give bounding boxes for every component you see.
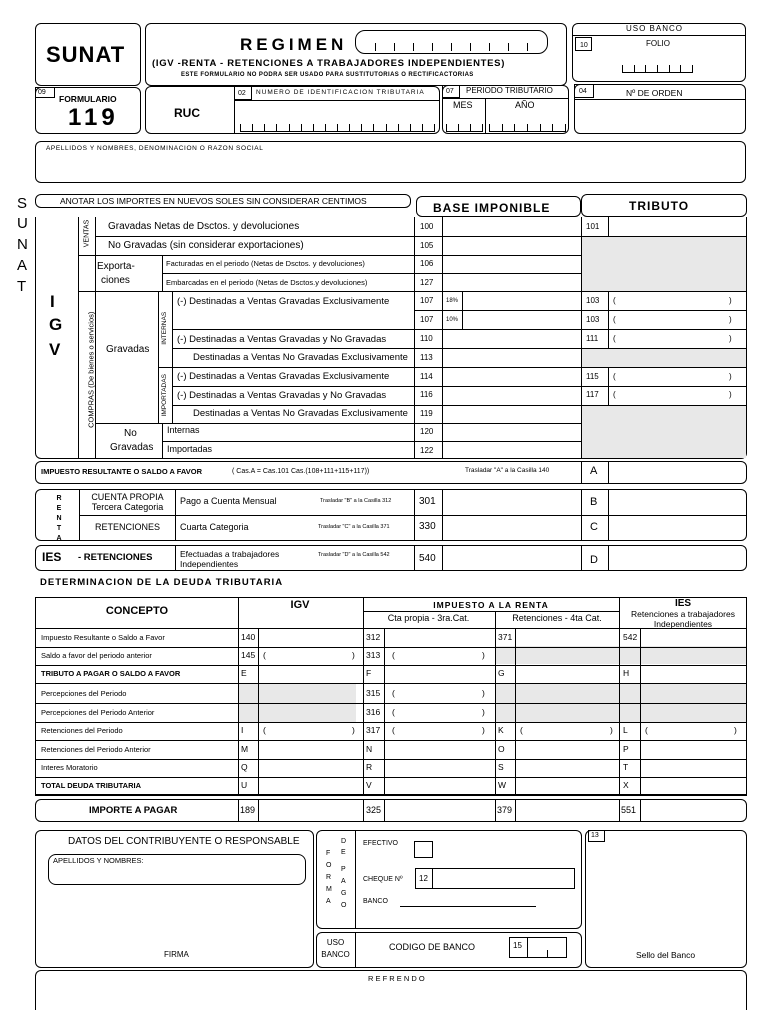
casilla-100: 100 — [420, 222, 434, 231]
forma-o: O — [326, 862, 332, 869]
cas-formula: ( Cas.A = Cas.101 Cas.(108+111+115+117)) — [232, 468, 370, 475]
tick-mark — [386, 124, 387, 132]
deuda-title: DETERMINACION DE LA DEUDA TRIBUTARIA — [40, 577, 284, 588]
efectivo-label: EFECTIVO — [363, 840, 399, 847]
ies-retenciones-label: - RETENCIONES — [78, 552, 153, 563]
ret-trab-header-1: Retenciones a trabajadores — [631, 609, 735, 619]
dest4-label: (-) Destinadas a Ventas Gravadas Exclusivamente — [177, 371, 390, 382]
paren-open: ( — [613, 334, 616, 343]
tick-mark — [489, 43, 490, 51]
paren-close: ) — [352, 650, 355, 660]
rate-10: 10% — [446, 317, 459, 323]
casilla-110: 110 — [420, 334, 433, 343]
deuda-casilla-c1: I — [241, 725, 244, 735]
cuenta-propia-label: CUENTA PROPIA — [91, 492, 164, 502]
deuda-row-label: Percepciones del Periodo Anterior — [41, 708, 155, 717]
pago-o: O — [341, 902, 347, 909]
casilla-10: 10 — [580, 42, 588, 49]
cheque-field[interactable] — [415, 868, 575, 889]
regimen-title: REGIMEN — [240, 35, 348, 54]
tick-mark — [432, 43, 433, 51]
casilla-b: B — [590, 496, 598, 508]
side-letter-n: N — [17, 236, 28, 253]
tick-mark — [325, 124, 326, 132]
tick-mark — [645, 65, 646, 73]
tick-mark — [349, 124, 350, 132]
paren-close: ) — [482, 725, 485, 735]
concepto-header: CONCEPTO — [105, 605, 169, 617]
casilla-115: 115 — [586, 372, 599, 381]
deuda-casilla-c2: N — [366, 744, 373, 754]
internas-label: INTERNAS — [160, 311, 168, 345]
impuesto-renta-header: IMPUESTO A LA RENTA — [433, 600, 549, 610]
tick-mark — [413, 43, 414, 51]
cheque-label: CHEQUE Nº — [363, 876, 403, 883]
deuda-casilla-c1: U — [241, 780, 248, 790]
casilla-107-10: 107 — [420, 315, 434, 324]
casilla-551: 551 — [621, 805, 637, 815]
gravadas-netas-label: Gravadas Netas de Dsctos. y devoluciones — [108, 221, 300, 232]
tick-mark — [482, 124, 483, 132]
compras-gravadas-label: Gravadas — [106, 344, 150, 355]
tick-mark — [289, 124, 290, 132]
casilla-07: 07 — [446, 88, 454, 95]
apellidos-label: APELLIDOS Y NOMBRES: — [53, 856, 144, 865]
tick-mark — [669, 65, 670, 73]
deuda-casilla-c1: 145 — [241, 650, 256, 660]
casilla-09: 09 — [38, 89, 46, 96]
tick-mark — [313, 124, 314, 132]
facturadas-label: Facturadas en el periodo (Netas de Dsctos. y devoluciones) — [166, 259, 365, 268]
casilla-379: 379 — [497, 805, 513, 815]
igv-letter-i: I — [50, 292, 55, 311]
deuda-casilla-c2: 312 — [366, 632, 381, 642]
tick-mark — [276, 124, 277, 132]
casilla-330: 330 — [419, 521, 436, 532]
deuda-casilla-c2: 317 — [366, 725, 381, 735]
pago-g: G — [341, 890, 347, 897]
tick-mark — [410, 124, 411, 132]
numero-id-label: NUMERO DE IDENTIFICACION TRIBUTARIA — [256, 89, 425, 96]
casilla-325: 325 — [366, 805, 382, 815]
casilla-114: 114 — [420, 372, 433, 381]
deuda-casilla-c1: M — [241, 744, 249, 754]
paren-open: ( — [392, 725, 395, 735]
anio-label: AÑO — [515, 100, 535, 110]
deuda-row-label: Saldo a favor del periodo anterior — [41, 651, 152, 660]
trasladar-b: Trasladar "B" a la Casilla 312 — [320, 498, 392, 504]
paren-open: ( — [392, 650, 395, 660]
casilla-a: A — [590, 465, 598, 477]
casilla-107-18: 107 — [420, 296, 434, 305]
no-label: No — [124, 428, 137, 439]
firma-label: FIRMA — [164, 950, 189, 959]
tick-mark — [361, 124, 362, 132]
deuda-casilla-c4: H — [623, 668, 630, 678]
de-e: E — [341, 849, 346, 856]
regimen-subtitle: (IGV -RENTA - RETENCIONES A TRABAJADORES INDEPENDIENTES) — [152, 58, 506, 69]
paren-close: ) — [352, 725, 355, 735]
deuda-casilla-c3: W — [498, 780, 507, 790]
deuda-casilla-c4: X — [623, 780, 629, 790]
tick-mark — [337, 124, 338, 132]
casilla-301: 301 — [419, 496, 436, 507]
tick-mark — [375, 43, 376, 51]
cta-propia-header: Cta propia - 3ra.Cat. — [387, 613, 470, 623]
tick-mark — [527, 43, 528, 51]
deuda-row-label: Percepciones del Periodo — [41, 689, 127, 698]
sello-label: Sello del Banco — [636, 950, 696, 960]
tick-mark — [470, 43, 471, 51]
deuda-casilla-c4: 542 — [623, 632, 638, 642]
tick-mark — [552, 124, 553, 132]
deuda-row-label: Retenciones del Periodo Anterior — [41, 745, 151, 754]
deuda-row-label: TOTAL DEUDA TRIBUTARIA — [41, 781, 141, 790]
tick-mark — [394, 43, 395, 51]
tick-mark — [657, 65, 658, 73]
tick-mark — [489, 124, 490, 132]
casilla-02: 02 — [238, 90, 246, 97]
forma-a: A — [326, 898, 331, 905]
casilla-04: 04 — [579, 88, 587, 95]
paren-close: ) — [482, 688, 485, 698]
anotar-label: ANOTAR LOS IMPORTES EN NUEVOS SOLES SIN CONSIDERAR CENTIMOS — [60, 196, 367, 206]
trasladar-d: Trasladar "D" a la Casilla 542 — [318, 552, 390, 558]
casilla-540: 540 — [419, 553, 436, 564]
impuesto-resultante-label: IMPUESTO RESULTANTE O SALDO A FAVOR — [41, 467, 202, 476]
mes-label: MES — [453, 100, 473, 110]
deuda-row-label: Impuesto Resultante o Saldo a Favor — [41, 633, 165, 642]
rate-18: 18% — [446, 298, 459, 304]
importadas-vertical-label: IMPORTADAS — [160, 374, 168, 417]
dest6-label: Destinadas a Ventas No Gravadas Exclusivamente — [193, 408, 408, 419]
forma-m: M — [326, 886, 332, 893]
paren-open: ( — [613, 372, 616, 381]
casilla-120: 120 — [420, 427, 434, 436]
mes-field[interactable] — [446, 131, 482, 132]
tick-mark — [514, 124, 515, 132]
deuda-casilla-c3: K — [498, 725, 504, 735]
tick-mark — [508, 43, 509, 51]
side-letter-s: S — [17, 195, 28, 212]
tick-mark — [680, 65, 681, 73]
efectuadas-label-2: Independientes — [180, 559, 239, 569]
casilla-105: 105 — [420, 241, 434, 250]
embarcadas-label: Embarcadas en el periodo (Netas de Dsctos.y devoluciones) — [166, 278, 368, 287]
retenciones-4ta-header: Retenciones - 4ta Cat. — [512, 613, 602, 623]
ventas-label: VENTAS — [83, 219, 91, 248]
paren-open: ( — [645, 725, 648, 735]
tick-mark — [634, 65, 635, 73]
anio-field[interactable] — [489, 131, 565, 132]
tick-mark — [422, 124, 423, 132]
casilla-12: 12 — [419, 874, 428, 883]
internas-2-label: Internas — [167, 425, 200, 435]
datos-contribuyente-box — [35, 830, 314, 968]
paren-close: ) — [729, 296, 732, 305]
paren-close: ) — [729, 334, 732, 343]
paren-close: ) — [729, 372, 732, 381]
dest2-label: (-) Destinadas a Ventas Gravadas y No Gravadas — [177, 334, 387, 345]
cuarta-categoria-label: Cuarta Categoria — [180, 522, 249, 532]
periodo-label: PERIODO TRIBUTARIO — [466, 86, 553, 95]
tick-mark — [252, 124, 253, 132]
casilla-101: 101 — [586, 222, 600, 231]
banco-field[interactable] — [400, 906, 536, 907]
deuda-casilla-c4: T — [623, 762, 629, 772]
refrendo-label: R E F R E N D O — [368, 974, 425, 983]
tick-mark — [622, 65, 623, 73]
forma-f: F — [326, 850, 331, 857]
formulario-number: 119 — [68, 104, 119, 131]
gravadas-2-label: Gravadas — [110, 442, 154, 453]
tick-mark — [240, 124, 241, 132]
side-letter-u: U — [17, 215, 28, 232]
side-letter-a: A — [17, 257, 28, 274]
de-d: D — [341, 838, 347, 845]
pago-cuenta-label: Pago a Cuenta Mensual — [180, 496, 277, 506]
casilla-122: 122 — [420, 446, 434, 455]
orden-label: Nº DE ORDEN — [626, 88, 683, 98]
uso-label-2: BANCO — [321, 950, 350, 959]
paren-open: ( — [613, 296, 616, 305]
uso-banco-label: USO BANCO — [626, 24, 684, 33]
deuda-row-label: TRIBUTO A PAGAR O SALDO A FAVOR — [41, 669, 181, 678]
tick-mark — [301, 124, 302, 132]
deuda-casilla-c4: L — [623, 725, 628, 735]
compras-label: COMPRAS (De bienes o servicios) — [86, 311, 96, 428]
deuda-casilla-c2: 316 — [366, 707, 381, 717]
paren-open: ( — [613, 390, 616, 399]
casilla-103b: 103 — [586, 315, 600, 324]
casilla-117: 117 — [586, 390, 599, 399]
ret-trab-header-2: Independientes — [653, 619, 713, 629]
tick-mark — [470, 124, 471, 132]
casilla-103: 103 — [586, 296, 600, 305]
trasladar-c: Trasladar "C" a la Casilla 371 — [318, 524, 390, 530]
casilla-10-box — [575, 37, 592, 51]
deuda-casilla-c1: E — [241, 668, 247, 678]
tercera-categoria-label: Tercera Categoria — [91, 502, 164, 512]
deuda-casilla-c1: Q — [241, 762, 248, 772]
deuda-casilla-c2: R — [366, 762, 373, 772]
paren-open: ( — [392, 707, 395, 717]
paren-open: ( — [392, 688, 395, 698]
efectuadas-label-1: Efectuadas a trabajadores — [180, 549, 280, 559]
tick-mark — [446, 124, 447, 132]
paren-open: ( — [613, 315, 616, 324]
forma-r: R — [326, 874, 332, 881]
formulario-label: FORMULARIO — [59, 94, 117, 104]
paren-open: ( — [263, 725, 266, 735]
deuda-casilla-c2: 315 — [366, 688, 381, 698]
importe-pagar-label: IMPORTE A PAGAR — [89, 805, 178, 816]
paren-close: ) — [482, 650, 485, 660]
codigo-banco-label: CODIGO DE BANCO — [389, 942, 476, 952]
casilla-189: 189 — [240, 805, 256, 815]
folio-field[interactable] — [622, 72, 692, 73]
tick-mark — [540, 124, 541, 132]
casilla-13: 13 — [591, 832, 599, 839]
tick-mark — [434, 124, 435, 132]
paren-close: ) — [482, 707, 485, 717]
ies-label: IES — [42, 550, 62, 564]
casilla-15: 15 — [513, 941, 522, 950]
banco-label: BANCO — [363, 898, 388, 905]
renta-vertical-label: RENTA — [56, 495, 62, 542]
paren-close: ) — [610, 725, 613, 735]
paren-close: ) — [729, 390, 732, 399]
deuda-casilla-c3: S — [498, 762, 504, 772]
igv-header: IGV — [290, 599, 310, 611]
regimen-code-field[interactable] — [355, 30, 548, 54]
uso-label-1: USO — [326, 938, 345, 947]
paren-close: ) — [734, 725, 737, 735]
pago-a: A — [341, 878, 346, 885]
paren-open: ( — [263, 650, 266, 660]
deuda-casilla-c3: 371 — [498, 632, 513, 642]
trasladar-a: Trasladar "A" a la Casilla 140 — [465, 467, 550, 474]
casilla-d: D — [590, 554, 598, 566]
deuda-casilla-c1: 140 — [241, 632, 256, 642]
deuda-casilla-c3: O — [498, 744, 505, 754]
importadas-label: Importadas — [167, 444, 213, 454]
tick-mark — [527, 124, 528, 132]
tick-mark — [692, 65, 693, 73]
tick-mark — [398, 124, 399, 132]
pago-p: P — [341, 866, 346, 873]
efectivo-checkbox[interactable] — [414, 841, 433, 858]
tick-mark — [565, 124, 566, 132]
tick-mark — [373, 124, 374, 132]
deuda-casilla-c4: P — [623, 744, 629, 754]
ruc-label: RUC — [174, 106, 200, 120]
deuda-row-label: Interes Moratorio — [41, 763, 98, 772]
casilla-113: 113 — [420, 353, 433, 362]
deuda-row-label: Retenciones del Periodo — [41, 726, 123, 735]
deuda-casilla-c2: F — [366, 668, 372, 678]
casilla-c: C — [590, 521, 598, 533]
dest1-label: (-) Destinadas a Ventas Gravadas Exclusivamente — [177, 296, 390, 307]
paren-open: ( — [520, 725, 523, 735]
igv-letter-g: G — [49, 315, 63, 334]
tick-mark — [458, 124, 459, 132]
casilla-106: 106 — [420, 259, 434, 268]
paren-close: ) — [729, 315, 732, 324]
base-imponible-label: BASE IMPONIBLE — [433, 201, 551, 215]
exportaciones-label-2: ciones — [101, 275, 130, 286]
tick-mark — [451, 43, 452, 51]
regimen-notice: ESTE FORMULARIO NO PODRA SER USADO PARA SUSTITUTORIAS O RECTIFICACTORIAS — [181, 72, 474, 78]
casilla-119: 119 — [420, 409, 433, 418]
casilla-111: 111 — [586, 334, 599, 343]
sello-banco-box — [585, 830, 747, 968]
deuda-casilla-c2: V — [366, 780, 372, 790]
folio-label: FOLIO — [646, 39, 671, 48]
retenciones-label: RETENCIONES — [94, 522, 160, 532]
deuda-casilla-c3: G — [498, 668, 505, 678]
no-gravadas-label: No Gravadas (sin considerar exportaciones) — [108, 240, 304, 251]
dest5-label: (-) Destinadas a Ventas Gravadas y No Gravadas — [177, 390, 387, 401]
datos-label: DATOS DEL CONTRIBUYENTE O RESPONSABLE — [68, 836, 300, 847]
ies-header: IES — [674, 598, 692, 609]
tick-mark — [502, 124, 503, 132]
razon-social-label: APELLIDOS Y NOMBRES, DENOMINACION O RAZON SOCIAL — [46, 145, 264, 152]
deuda-casilla-c2: 313 — [366, 650, 381, 660]
casilla-127: 127 — [420, 278, 434, 287]
ruc-field[interactable] — [240, 131, 434, 132]
tick-mark — [264, 124, 265, 132]
dest3-label: Destinadas a Ventas No Gravadas Exclusivamente — [193, 352, 408, 363]
tributo-label: TRIBUTO — [629, 199, 690, 213]
exportaciones-label-1: Exporta- — [97, 261, 135, 272]
sunat-title: SUNAT — [46, 42, 126, 67]
casilla-116: 116 — [420, 390, 433, 399]
igv-letter-v: V — [49, 340, 61, 359]
side-letter-t: T — [17, 278, 27, 295]
